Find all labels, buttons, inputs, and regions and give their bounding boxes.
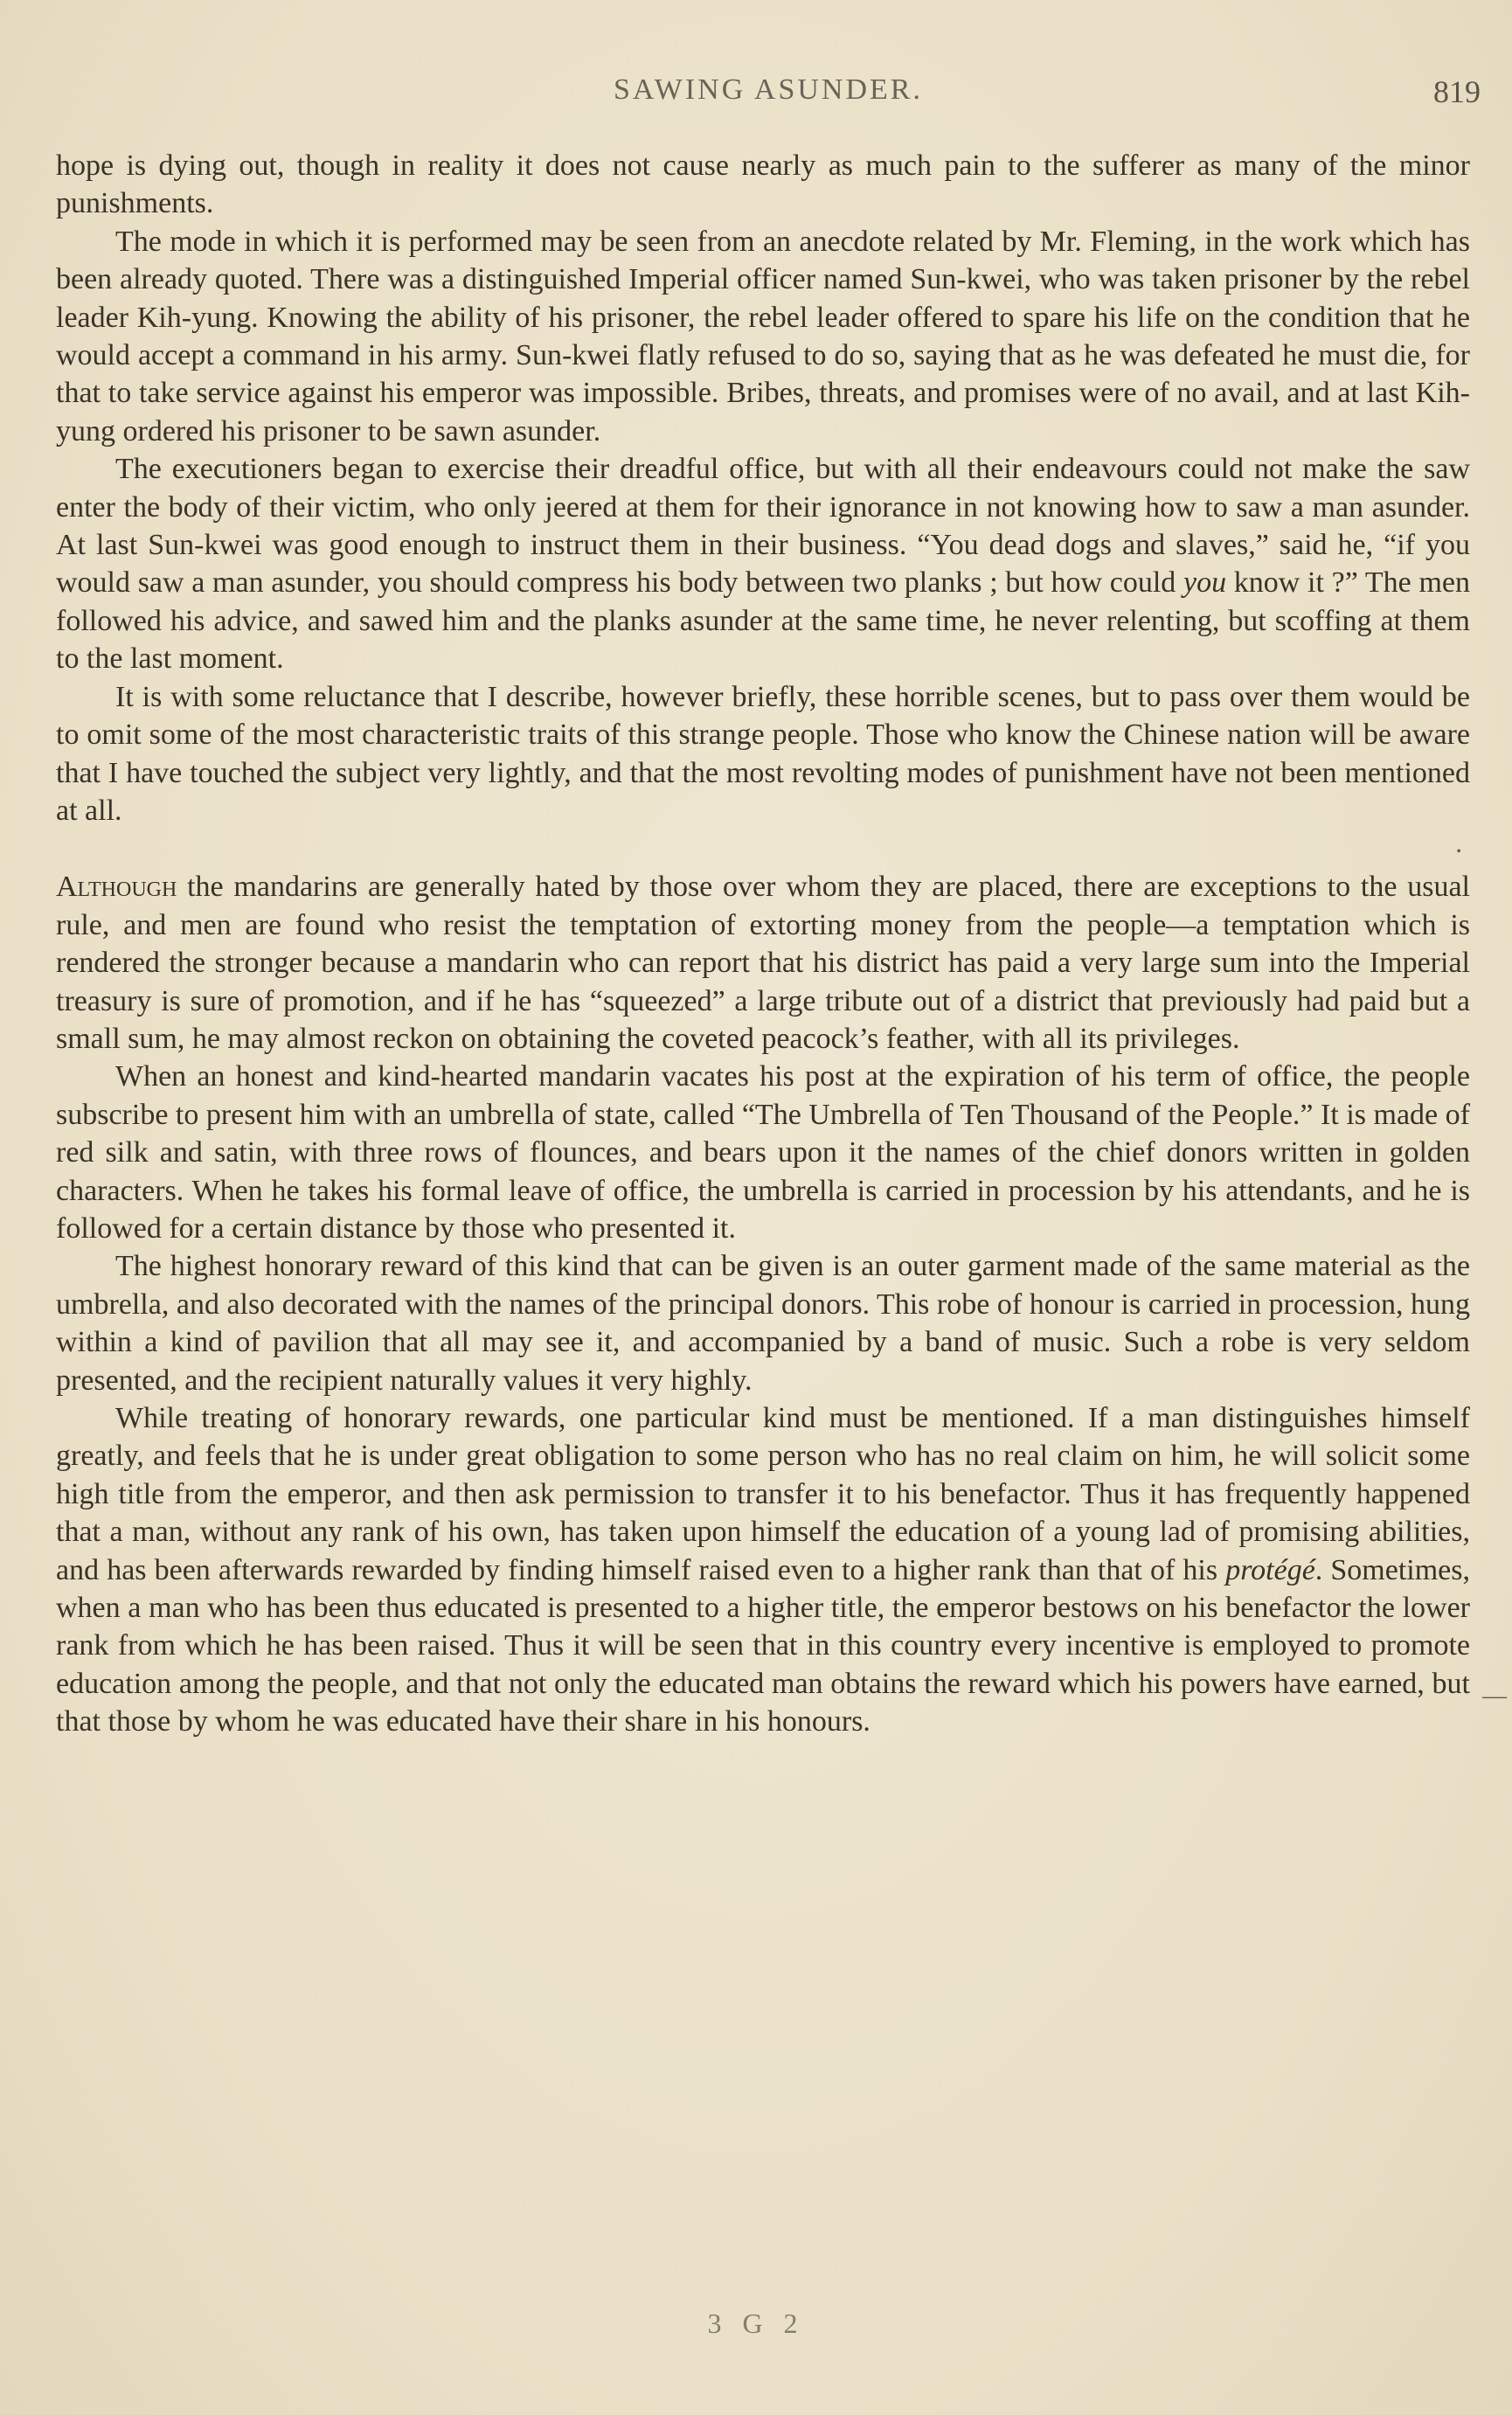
italic-protege: protégé	[1225, 1553, 1315, 1586]
running-title: SAWING ASUNDER.	[614, 73, 923, 106]
paragraph-executioners	[56, 450, 1470, 677]
body-text	[56, 147, 1470, 1741]
paragraph-robe: The highest honorary reward of this kind that can be given is an outer garment made of the same material as the umbrella, and also decorated with the names of the principal donors. This robe of honour is carried in procession, hung within a kind of pavilion that all may see it, and accompanied by a band of music. Such a robe is very seldom presented, and the recipient naturally values it very highly.	[56, 1250, 1470, 1397]
paragraph-honorary-rewards	[56, 1399, 1470, 1741]
paragraph-reluctance: It is with some reluctance that I describe, however briefly, these horrible scenes, but to pass over them would be to omit some of the most characteristic traits of this strange people. Those who know the Chinese nation will be aware that I have touched the subject very lightly, and that the most revolting modes of punishment have not been mentioned at all.	[56, 680, 1470, 827]
executioners-text-b: know it ?” The men followed his advice, and sawed him and the planks asunder at the same time, he never relenting, but scoffing at them to the last moment.	[56, 566, 1470, 676]
mandarins-text: the mandarins are generally hated by those over whom they are placed, there are exceptions to the usual rule, and men are found who resist the temptation of extorting money from the people—a temptation which is rendered the stronger because a mandarin who can report that his district has paid a very large sum into the Imperial treasury is sure of promotion, and if he has “squeezed” a large tribute out of a district that previously had paid but a small sum, he may almost reckon on obtaining the coveted peacock’s feather, with all its privileges.	[56, 871, 1470, 1055]
italic-you: you	[1183, 566, 1227, 600]
paragraph-sun-kwei: The mode in which it is performed may be seen from an anecdote related by Mr. Fleming, in the work which has been already quoted. There was a distinguished Imperial officer named Sun-kwei, who was taken prisoner by the rebel leader Kih-yung. Knowing the ability of his prisoner, the rebel leader offered to spare his life on the condition that he would accept a command in his army. Sun-kwei flatly refused to do so, saying that as he was defeated he must die, for that to take service against his emperor was impossible. Bribes, threats, and promises were of no avail, and at last Kih-yung ordered his prisoner to be sawn asunder.	[56, 225, 1470, 448]
signature-mark: 3 G 2	[707, 2307, 805, 2339]
margin-mark: —	[1482, 1683, 1507, 1710]
dropcap-word: Although	[56, 871, 177, 904]
paragraph-mandarins	[56, 868, 1470, 1058]
paragraph-sufferer: hope is dying out, though in reality it does not cause nearly as much pain to the sufferer as many of the minor punishments.	[56, 149, 1470, 220]
page-number: 819	[1433, 74, 1481, 109]
section-mark: •	[1456, 844, 1461, 860]
section-break	[56, 829, 1470, 868]
page-header	[56, 73, 1481, 117]
paragraph-umbrella: When an honest and kind-hearted mandarin vacates his post at the expiration of his term of office, the people subscribe to present him with an umbrella of state, called “The Umbrella of Ten Thousand of the People.” It is made of red silk and satin, with three rows of flounces, and bears upon it the names of the chief donors written in golden characters. When he takes his formal leave of office, the umbrella is carried in procession by his attendants, and he is followed for a certain distance by those who presented it.	[56, 1060, 1470, 1245]
executioners-text-a: The executioners began to exercise their dreadful office, but with all their endeavours could not make the saw enter the body of their victim, who only jeered at them for their ignorance in not knowing how to saw a man asunder. At last Sun-kwei was good enough to instruct them in their business. “You dead dogs and slaves,” said he, “if you would saw a man asunder, you should compress his body between two planks ; but how could	[56, 453, 1470, 600]
honorary-text-b: . Sometimes, when a man who has been thus educated is presented to a higher title, the emperor bestows on his benefactor the lower rank from which he has been raised. Thus it will be seen that in this country every incentive is employed to promote education among the people, and that not only the educated man obtains the reward which his powers have earned, but that those by whom he was educated have their share in his honours.	[56, 1553, 1471, 1738]
honorary-text-a: While treating of honorary rewards, one particular kind must be mentioned. If a man distinguishes himself greatly, and feels that he is under great obligation to some person who has no real claim on him, he will solicit some high title from the emperor, and then ask permission to transfer it to his benefactor. Thus it has frequently happened that a man, without any rank of his own, has taken upon himself the education of a young lad of promising abilities, and has been afterwards rewarded by finding himself raised even to a higher rank than that of his	[56, 1402, 1470, 1586]
